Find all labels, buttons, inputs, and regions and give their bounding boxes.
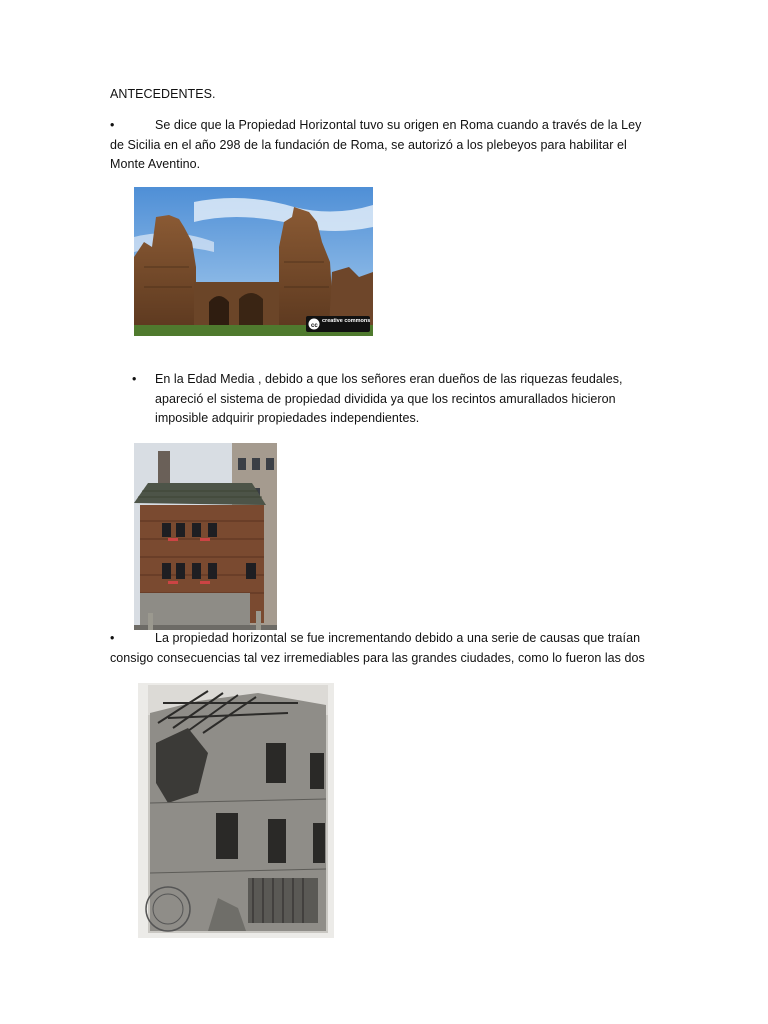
- paragraph-1-rest: de Sicilia en el año 298 de la fundación de Roma, se autorizó a los plebeyos para habilitar el Monte Aventino.: [110, 137, 627, 171]
- bullet: •: [110, 631, 115, 645]
- paragraph-2: En la Edad Media , debido a que los señores eran dueños de las riquezas feudales, apareció el sistema de propiedad dividida ya que los recintos amurallados hicieron imposible adquirir propiedades independientes.: [155, 372, 623, 425]
- paragraph-1-first-line: Se dice que la Propiedad Horizontal tuvo su origen en Roma cuando a través de la Ley: [155, 118, 642, 132]
- paragraph-3: [110, 629, 690, 668]
- bullet: •: [110, 118, 115, 132]
- heading: ANTECEDENTES.: [110, 87, 216, 101]
- svg-text:cc: cc: [311, 323, 318, 329]
- bullet: •: [132, 372, 137, 386]
- medieval-house-photo: [134, 443, 277, 630]
- cc-badge-text: creative commons: [322, 318, 371, 324]
- paragraph-3-first-line: La propiedad horizontal se fue incrementando debido a una serie de causas que traían: [155, 631, 641, 645]
- paragraph-1: [110, 116, 670, 175]
- damaged-building-photo: [138, 683, 334, 938]
- paragraph-3-rest: consigo consecuencias tal vez irremediables para las grandes ciudades, como lo fueron las dos: [110, 650, 645, 665]
- roman-ruins-photo: [134, 187, 373, 336]
